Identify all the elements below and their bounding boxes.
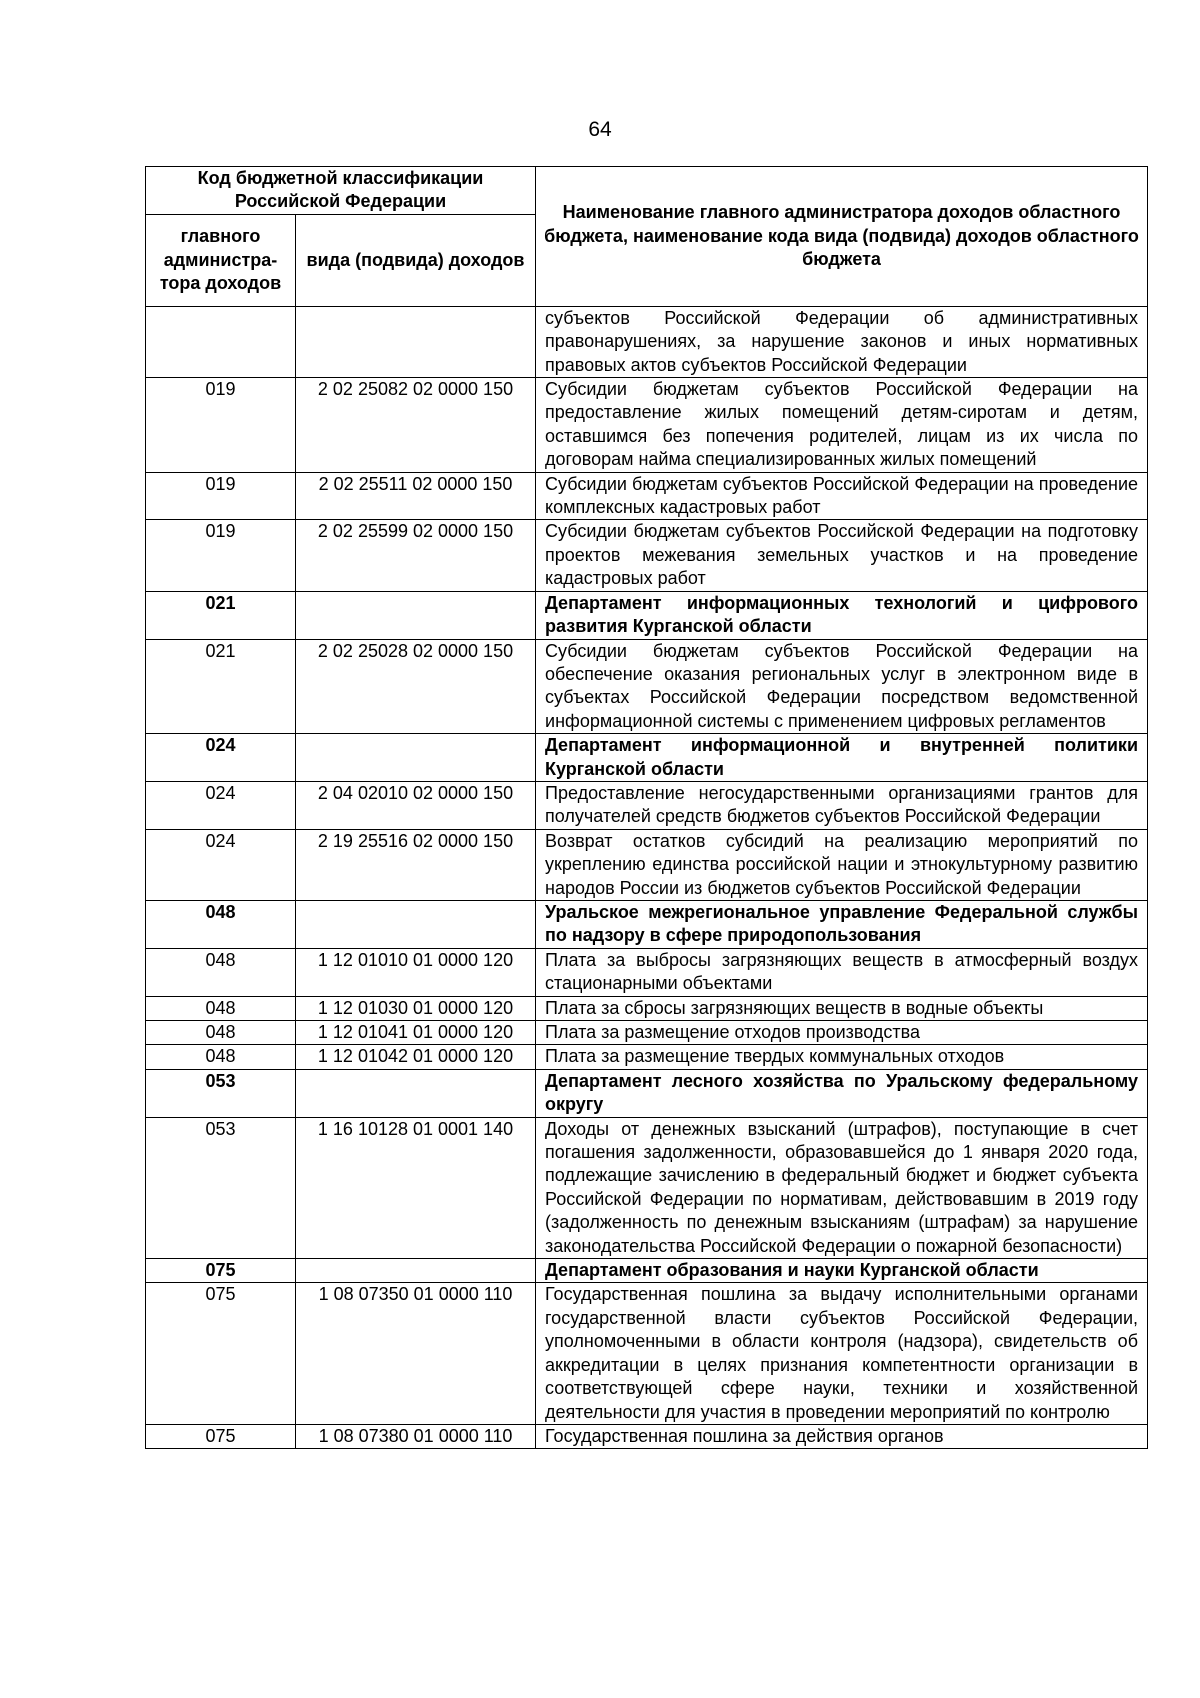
budget-classification-table — [145, 166, 1148, 1449]
table-body — [146, 306, 1148, 1449]
name-cell: Субсидии бюджетам субъектов Российской Федерации на проведение комплексных кадастровых работ — [536, 472, 1148, 520]
income-code-cell: 1 16 10128 01 0001 140 — [296, 1117, 536, 1258]
admin-code-cell: 053 — [146, 1069, 296, 1117]
admin-code-cell: 048 — [146, 900, 296, 948]
table-row — [146, 472, 1148, 520]
income-code-cell: 1 08 07380 01 0000 110 — [296, 1424, 536, 1448]
name-cell: Субсидии бюджетам субъектов Российской Федерации на предоставление жилых помещений детям-сиротам и детям, оставшимся без попечения родителей, лицам из их числа по договорам найма специализированных жилых помещений — [536, 378, 1148, 473]
name-cell: Департамент информационной и внутренней политики Курганской области — [536, 734, 1148, 782]
name-cell: Возврат остатков субсидий на реализацию мероприятий по укреплению единства российской нации и этнокультурному развитию народов России из бюджетов субъектов Российской Федерации — [536, 829, 1148, 900]
admin-code-cell: 048 — [146, 996, 296, 1020]
income-code-cell — [296, 900, 536, 948]
name-cell: Департамент образования и науки Курганской области — [536, 1259, 1148, 1283]
admin-code-cell: 048 — [146, 1045, 296, 1069]
admin-code-cell: 075 — [146, 1283, 296, 1424]
income-code-cell — [296, 1259, 536, 1283]
name-cell: Уральское межрегиональное управление Федеральной службы по надзору в сфере природопользования — [536, 900, 1148, 948]
name-cell: Предоставление негосударственными организациями грантов для получателей средств бюджетов субъектов Российской Федерации — [536, 781, 1148, 829]
administrator-heading-row — [146, 1259, 1148, 1283]
admin-code-cell: 048 — [146, 1021, 296, 1045]
income-code-cell — [296, 306, 536, 377]
table-row — [146, 378, 1148, 473]
admin-code-cell: 024 — [146, 734, 296, 782]
income-code-cell: 1 12 01042 01 0000 120 — [296, 1045, 536, 1069]
income-code-cell: 1 12 01010 01 0000 120 — [296, 948, 536, 996]
table-row — [146, 1283, 1148, 1424]
admin-code-cell: 019 — [146, 520, 296, 591]
administrator-heading-row — [146, 1069, 1148, 1117]
name-cell: Плата за сбросы загрязняющих веществ в водные объекты — [536, 996, 1148, 1020]
name-cell: субъектов Российской Федерации об административных правонарушениях, за нарушение законов и иных нормативных правовых актов субъектов Российской Федерации — [536, 306, 1148, 377]
name-cell: Субсидии бюджетам субъектов Российской Федерации на подготовку проектов межевания земельных участков и на проведение кадастровых работ — [536, 520, 1148, 591]
name-cell: Плата за выбросы загрязняющих веществ в атмосферный воздух стационарными объектами — [536, 948, 1148, 996]
income-code-cell: 2 19 25516 02 0000 150 — [296, 829, 536, 900]
admin-code-cell: 048 — [146, 948, 296, 996]
income-code-cell — [296, 734, 536, 782]
income-code-cell: 2 02 25599 02 0000 150 — [296, 520, 536, 591]
table-row — [146, 1021, 1148, 1045]
administrator-heading-row — [146, 591, 1148, 639]
table-row — [146, 948, 1148, 996]
name-cell: Плата за размещение отходов производства — [536, 1021, 1148, 1045]
income-code-cell — [296, 1069, 536, 1117]
table-row — [146, 639, 1148, 734]
admin-code-cell: 024 — [146, 781, 296, 829]
income-code-cell: 1 08 07350 01 0000 110 — [296, 1283, 536, 1424]
administrator-heading-row — [146, 900, 1148, 948]
admin-code-cell: 053 — [146, 1117, 296, 1258]
name-cell: Субсидии бюджетам субъектов Российской Федерации на обеспечение оказания региональных услуг в электронном виде в субъектах Российской Федерации посредством ведомственной информационной системы с применением цифровых регламентов — [536, 639, 1148, 734]
table-row — [146, 1045, 1148, 1069]
table-row — [146, 996, 1148, 1020]
admin-code-cell: 075 — [146, 1259, 296, 1283]
header-admin-column: главного администра-тора доходов — [146, 214, 296, 306]
name-cell: Государственная пошлина за действия органов — [536, 1424, 1148, 1448]
table-header — [146, 167, 1148, 307]
income-code-cell: 1 12 01041 01 0000 120 — [296, 1021, 536, 1045]
header-row — [146, 167, 1148, 215]
admin-code-cell: 019 — [146, 472, 296, 520]
name-cell: Департамент лесного хозяйства по Уральскому федеральному округу — [536, 1069, 1148, 1117]
income-code-cell — [296, 591, 536, 639]
name-cell: Плата за размещение твердых коммунальных отходов — [536, 1045, 1148, 1069]
admin-code-cell — [146, 306, 296, 377]
name-cell: Доходы от денежных взысканий (штрафов), поступающие в счет погашения задолженности, образовавшейся до 1 января 2020 года, подлежащие зачислению в федеральный бюджет и бюджет субъекта Российской Федерации по нормативам, действовавшим в 2019 году (задолженность по денежным взысканиям (штрафам) за нарушение законодательства Российской Федерации о пожарной безопасности) — [536, 1117, 1148, 1258]
table-row — [146, 1424, 1148, 1448]
table-row — [146, 829, 1148, 900]
admin-code-cell: 021 — [146, 591, 296, 639]
admin-code-cell: 019 — [146, 378, 296, 473]
header-classification-group: Код бюджетной классификации Российской Федерации — [146, 167, 536, 215]
admin-code-cell: 021 — [146, 639, 296, 734]
table-row — [146, 520, 1148, 591]
income-code-cell: 2 02 25028 02 0000 150 — [296, 639, 536, 734]
admin-code-cell: 075 — [146, 1424, 296, 1448]
table-row — [146, 781, 1148, 829]
header-code-column: вида (подвида) доходов — [296, 214, 536, 306]
table-row — [146, 1117, 1148, 1258]
page-number: 64 — [588, 118, 612, 141]
income-code-cell: 1 12 01030 01 0000 120 — [296, 996, 536, 1020]
income-code-cell: 2 02 25511 02 0000 150 — [296, 472, 536, 520]
header-name-column: Наименование главного администратора доходов областного бюджета, наименование кода вида (подвида) доходов областного бюджета — [536, 167, 1148, 307]
administrator-heading-row — [146, 734, 1148, 782]
income-code-cell: 2 02 25082 02 0000 150 — [296, 378, 536, 473]
name-cell: Государственная пошлина за выдачу исполнительными органами государственной власти субъектов Российской Федерации, уполномоченными в области контроля (надзора), свидетельств об аккредитации в целях признания компетентности организации в соответствующей сфере науки, техники и хозяйственной деятельности для участия в проведении мероприятий по контролю — [536, 1283, 1148, 1424]
admin-code-cell: 024 — [146, 829, 296, 900]
income-code-cell: 2 04 02010 02 0000 150 — [296, 781, 536, 829]
name-cell: Департамент информационных технологий и цифрового развития Курганской области — [536, 591, 1148, 639]
table-row — [146, 306, 1148, 377]
